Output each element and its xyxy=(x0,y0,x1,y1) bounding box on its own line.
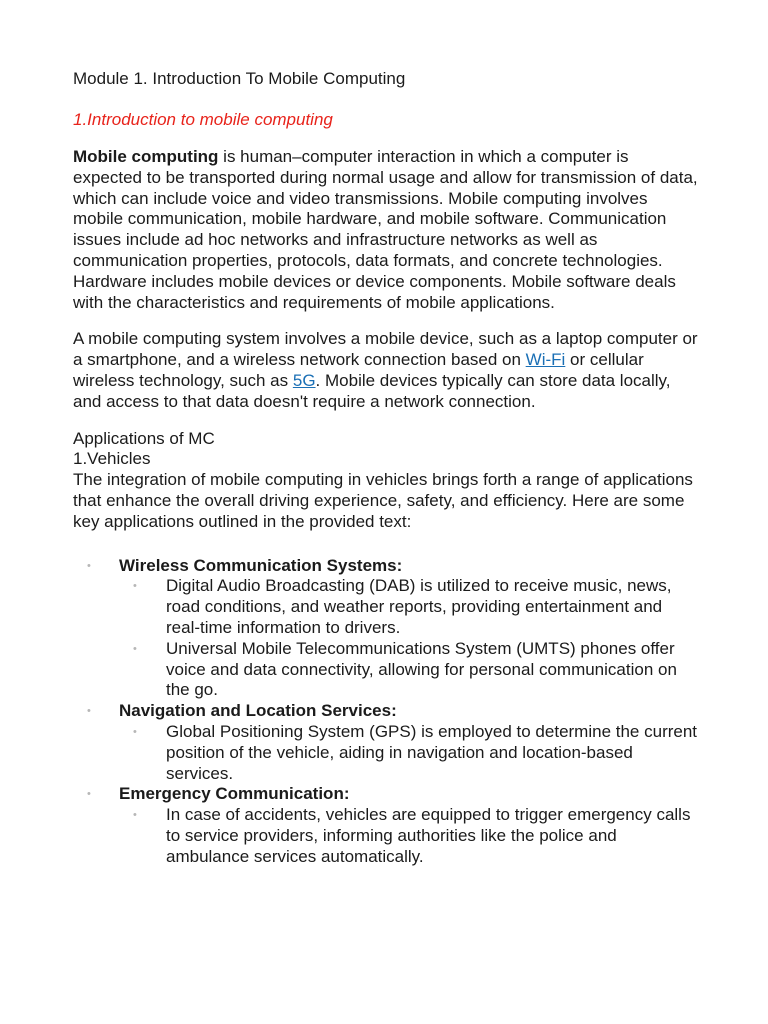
list-item xyxy=(73,556,698,702)
intro-text: is human–computer interaction in which a computer is expected to be transported during normal usage and allow for transmission of data, which can include voice and video transmissions. Mobile computing involves mobile communication, mobile hardware, and mobile software. Communication issues include ad hoc networks and infrastructure networks as well as communication properties, protocols, data formats, and concrete technologies. Hardware includes mobile devices or device components. Mobile software deals with the characteristics and requirements of mobile applications. xyxy=(73,147,698,312)
sub-list-item xyxy=(119,639,698,701)
section-heading: 1.Introduction to mobile computing xyxy=(73,110,333,129)
bullet-icon: • xyxy=(133,642,137,655)
system-paragraph xyxy=(73,329,698,412)
intro-paragraph xyxy=(73,147,698,313)
bullet-icon: • xyxy=(133,580,137,593)
list-item-title: Navigation and Location Services: xyxy=(119,701,397,721)
bullet-icon: • xyxy=(133,725,137,738)
module-title: Module 1. Introduction To Mobile Computing xyxy=(73,69,406,88)
list-item xyxy=(73,701,698,784)
list-item-title: Emergency Communication: xyxy=(119,784,350,804)
system-text-2: or cellular wireless technology, such as xyxy=(73,350,644,390)
applications-heading: Applications of MC xyxy=(73,428,215,448)
sub-list-item-text: In case of accidents, vehicles are equipped to trigger emergency calls to service providers, informing authorities like the police and ambulance services automatically. xyxy=(166,805,691,866)
vehicles-subheading: 1.Vehicles xyxy=(73,449,151,469)
sub-list xyxy=(119,722,698,784)
bullet-icon: • xyxy=(87,559,91,572)
applications-list xyxy=(73,556,698,868)
bullet-icon: • xyxy=(133,809,137,822)
system-text-3: . Mobile devices typically can store data locally, and access to that data doesn't require a network connection. xyxy=(73,370,671,411)
5g-link[interactable]: 5G xyxy=(292,370,316,390)
applications-block xyxy=(73,429,698,533)
bullet-icon: • xyxy=(87,705,91,718)
wifi-link[interactable]: Wi-Fi xyxy=(525,350,566,370)
sub-list xyxy=(119,576,698,701)
vehicles-intro: The integration of mobile computing in vehicles brings forth a range of applications that enhance the overall driving experience, safety, and efficiency. Here are some key applications outlined in the provided text: xyxy=(73,470,693,531)
sub-list-item-text: Digital Audio Broadcasting (DAB) is utilized to receive music, news, road conditions, and weather reports, providing entertainment and real-time information to drivers. xyxy=(166,576,672,637)
sub-list xyxy=(119,805,698,867)
intro-term: Mobile computing xyxy=(73,147,219,166)
sub-list-item xyxy=(119,576,698,638)
sub-list-item-text: Global Positioning System (GPS) is employed to determine the current position of the vehicle, aiding in navigation and location-based services. xyxy=(166,721,698,783)
list-item xyxy=(73,784,698,867)
sub-list-item-text: Universal Mobile Telecommunications System (UMTS) phones offer voice and data connectivity, allowing for personal communication on the go. xyxy=(166,638,677,700)
system-text-1: A mobile computing system involves a mobile device, such as a laptop computer or a smartphone, and a wireless network connection based on xyxy=(73,329,698,370)
document-page xyxy=(73,68,698,868)
sub-list-item xyxy=(119,722,698,784)
bullet-icon: • xyxy=(87,788,91,801)
sub-list-item xyxy=(119,805,698,867)
list-item-title: Wireless Communication Systems: xyxy=(119,555,403,575)
